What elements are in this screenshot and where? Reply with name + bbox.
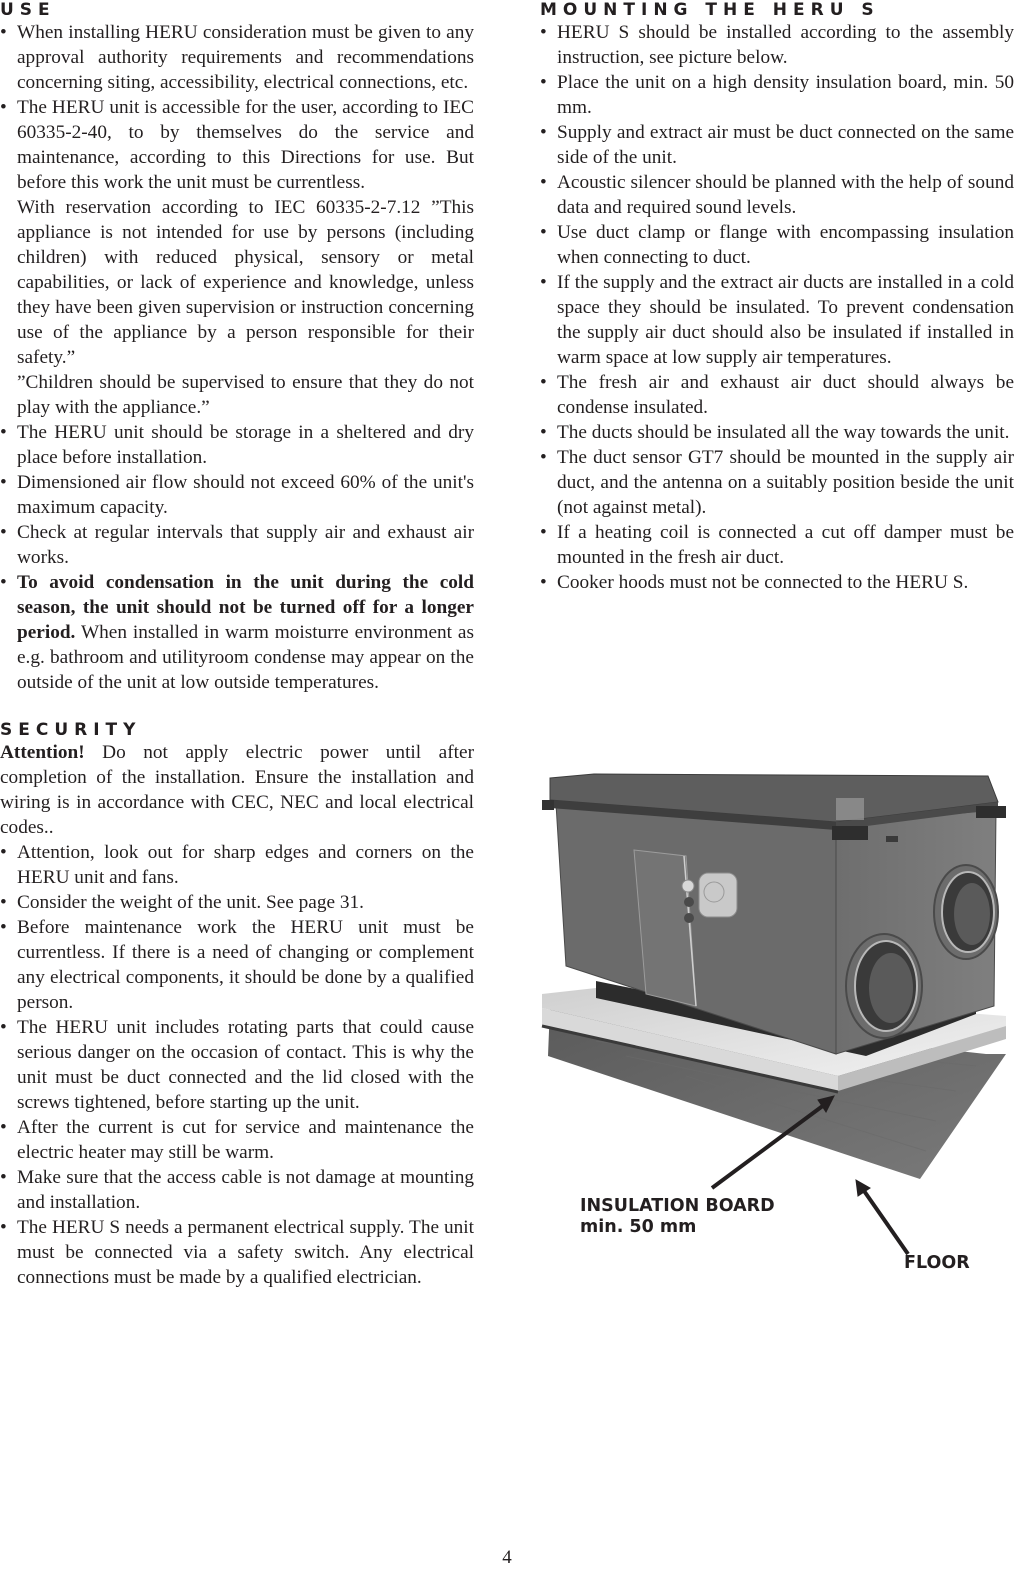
insulation-board-label (580, 1196, 775, 1238)
mounting-bullet-list (540, 20, 1014, 595)
duct-connector-upper (934, 865, 998, 959)
use-bullet: • When installing HERU consideration must be given to any approval authority requirements and recommendations concerning siting, accessibility, electrical connections, etc. (0, 20, 474, 95)
arrow-floor (856, 1180, 908, 1254)
mounting-illustration (536, 736, 1014, 1296)
mounting-bullet: • Supply and extract air must be duct connected on the same side of the unit. (540, 120, 1014, 170)
mounting-bullet: • Use duct clamp or flange with encompassing insulation when connecting to duct. (540, 220, 1014, 270)
attention-text: Do not apply electric power until after completion of the installation. Ensure the installation and wiring is in accordance with CEC, NEC and local electrical codes.. (0, 742, 474, 838)
mounting-bullet: • The ducts should be insulated all the way towards the unit. (540, 420, 1014, 445)
use-bullet-list-2 (0, 420, 474, 695)
mounting-heading: MOUNTING THE HERU S (540, 0, 880, 20)
security-attention (0, 740, 474, 840)
insulation-board-label-title: INSULATION BOARD (580, 1196, 775, 1216)
security-heading: SECURITY (0, 720, 142, 740)
use-bullet: • Check at regular intervals that supply air and exhaust air works. (0, 520, 474, 570)
right-column (540, 0, 1014, 595)
insulation-board-label-thickness: min. 50 mm (580, 1217, 697, 1237)
duct-connector-lower (846, 934, 922, 1038)
security-bullet-list (0, 840, 474, 1290)
security-bullet: • The HERU unit includes rotating parts that could cause serious danger on the occasion of contact. This is why the unit must be duct connected and the lid closed with the screws tightened, before starting up the unit. (0, 1015, 474, 1115)
mounting-section (540, 0, 1014, 595)
mounting-bullet: • If the supply and the extract air ducts are installed in a cold space they should be insulated. To prevent condensation the supply air duct should also be insulated if installed in warm space at low supply air temperatures. (540, 270, 1014, 370)
page-number: 4 (502, 1547, 512, 1568)
mounting-bullet: • If a heating coil is connected a cut off damper must be mounted in the fresh air duct. (540, 520, 1014, 570)
security-bullet: • Attention, look out for sharp edges and corners on the HERU unit and fans. (0, 840, 474, 890)
floor-label: FLOOR (904, 1253, 970, 1273)
use-note-children: ”Children should be supervised to ensure that they do not play with the appliance.” (17, 372, 474, 418)
mounting-bullet: • HERU S should be installed according to the assembly instruction, see picture below. (540, 20, 1014, 70)
use-bullet: • Dimensioned air flow should not exceed 60% of the unit's maximum capacity. (0, 470, 474, 520)
use-heading: USE (0, 0, 56, 20)
mounting-bullet: • Acoustic silencer should be planned with the help of sound data and required sound levels. (540, 170, 1014, 220)
use-bullet: • The HERU unit is accessible for the user, according to IEC 60335-2-40, to by themselves do the service and maintenance, according to this Directions for use. But before this work the unit must be currentless. (0, 95, 474, 195)
security-bullet: • Before maintenance work the HERU unit must be currentless. If there is a need of changing or complement any electrical components, it should be done by a qualified person. (0, 915, 474, 1015)
use-bullet: • The HERU unit should be storage in a sheltered and dry place before installation. (0, 420, 474, 470)
security-bullet: • The HERU S needs a permanent electrical supply. The unit must be connected via a safety switch. Any electrical connections must be made by a qualified electrician. (0, 1215, 474, 1290)
attention-label: Attention! (0, 742, 85, 763)
mounting-bullet: • Place the unit on a high density insulation board, min. 50 mm. (540, 70, 1014, 120)
condensation-warning-text: When installed in warm moisturre environment as e.g. bathroom and utilityroom condense may appear on the outside of the unit at low outside temperatures. (17, 622, 474, 693)
left-column (0, 0, 474, 1290)
use-bullet-list (0, 20, 474, 195)
mounting-bullet: • The fresh air and exhaust air duct should always be condense insulated. (540, 370, 1014, 420)
mounting-bullet: • The duct sensor GT7 should be mounted in the supply air duct, and the antenna on a suitably position beside the unit (not against metal). (540, 445, 1014, 520)
use-section (0, 0, 474, 695)
use-note-iec: With reservation according to IEC 60335-2-7.12 ”This appliance is not intended for use by persons (including children) with reduced physical, sensory or metal capabilities, or lack of experience and knowledge, unless they have been given supervision or instruction concerning use of the appliance by a person responsible for their safety.” (17, 197, 474, 368)
security-bullet: • Consider the weight of the unit. See page 31. (0, 890, 474, 915)
mounting-bullet: • Cooker hoods must not be connected to the HERU S. (540, 570, 1014, 595)
section-spacer (0, 695, 474, 720)
condensation-warning-bold: To avoid condensation in the unit during the cold season, the unit should not be turned off for a longer period. (17, 572, 474, 643)
security-section (0, 720, 474, 1290)
security-bullet: • After the current is cut for service and maintenance the electric heater may still be warm. (0, 1115, 474, 1165)
security-bullet: • Make sure that the access cable is not damage at mounting and installation. (0, 1165, 474, 1215)
use-bullet-condensation (0, 570, 474, 695)
